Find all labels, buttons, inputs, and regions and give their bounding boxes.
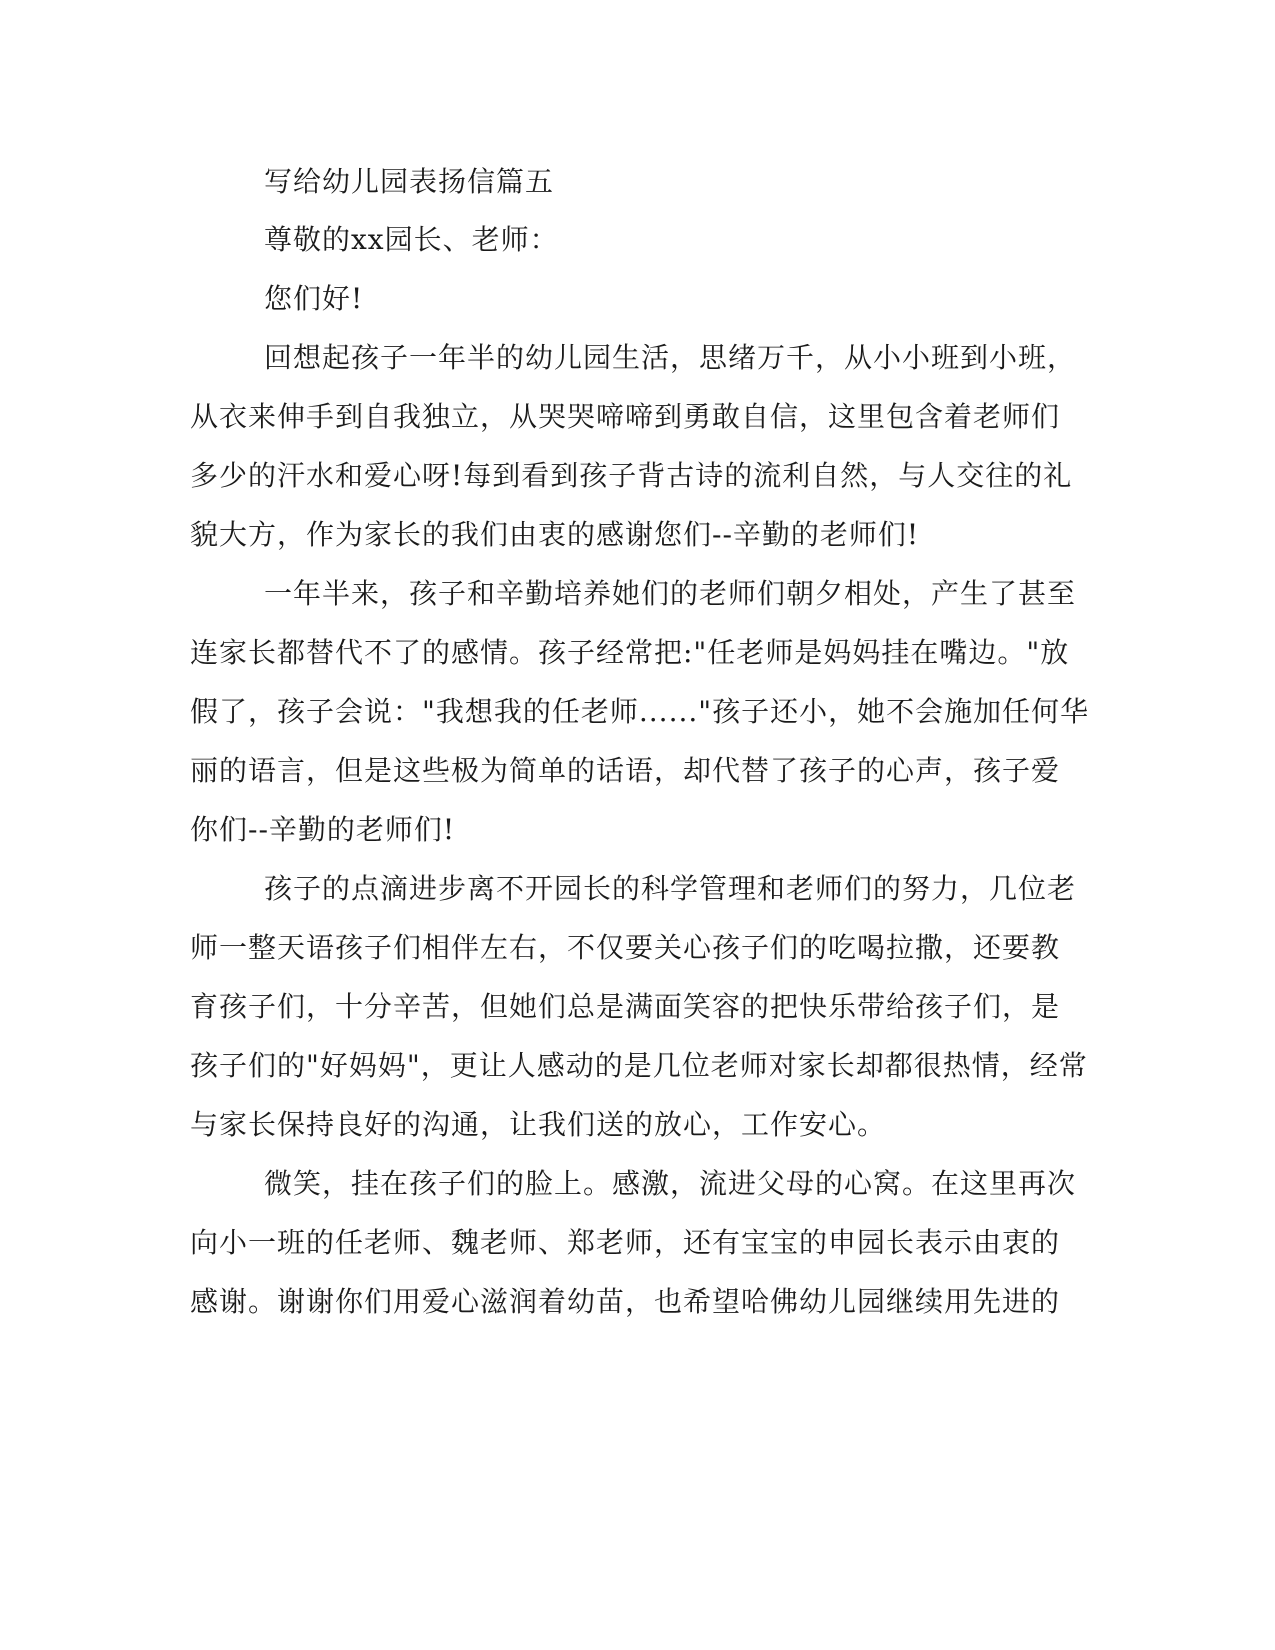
paragraph-4-line-1: 微笑，挂在孩子们的脸上。感激，流进父母的心窝。在这里再次 — [264, 1167, 1077, 1200]
paragraph-4-line-3: 感谢。谢谢你们用爱心滋润着幼苗，也希望哈佛幼儿园继续用先进的 — [190, 1285, 1061, 1318]
paragraph-2-line-1: 一年半来，孩子和辛勤培养她们的老师们朝夕相处，产生了甚至 — [264, 577, 1077, 610]
document-title: 写给幼儿园表扬信篇五 — [264, 165, 555, 198]
salutation: 尊敬的xx园长、老师： — [264, 223, 559, 256]
paragraph-3-line-4: 孩子们的"好妈妈"，更让人感动的是几位老师对家长却都很热情，经常 — [190, 1049, 1088, 1082]
greeting: 您们好! — [264, 282, 364, 315]
paragraph-1-line-2: 从衣来伸手到自我独立，从哭哭啼啼到勇敢自信，这里包含着老师们 — [190, 400, 1061, 433]
paragraph-4-line-2: 向小一班的任老师、魏老师、郑老师，还有宝宝的申园长表示由衷的 — [190, 1226, 1061, 1259]
paragraph-3-line-2: 师一整天语孩子们相伴左右，不仅要关心孩子们的吃喝拉撒，还要教 — [190, 931, 1061, 964]
paragraph-3-line-1: 孩子的点滴进步离不开园长的科学管理和老师们的努力，几位老 — [264, 872, 1077, 905]
paragraph-1-line-3: 多少的汗水和爱心呀!每到看到孩子背古诗的流利自然，与人交往的礼 — [190, 459, 1073, 492]
paragraph-1-line-1: 回想起孩子一年半的幼儿园生活，思绪万千，从小小班到小班， — [264, 341, 1077, 374]
paragraph-2-line-2: 连家长都替代不了的感情。孩子经常把:"任老师是妈妈挂在嘴边。"放 — [190, 636, 1070, 669]
paragraph-2-line-5: 你们--辛勤的老师们! — [190, 813, 456, 846]
paragraph-2-line-3: 假了，孩子会说："我想我的任老师......"孩子还小，她不会施加任何华 — [190, 695, 1090, 728]
paragraph-2-line-4: 丽的语言，但是这些极为简单的话语，却代替了孩子的心声，孩子爱 — [190, 754, 1061, 787]
paragraph-3-line-5: 与家长保持良好的沟通，让我们送的放心，工作安心。 — [190, 1108, 887, 1141]
paragraph-1-line-4: 貌大方，作为家长的我们由衷的感谢您们--辛勤的老师们! — [190, 518, 920, 551]
paragraph-3-line-3: 育孩子们，十分辛苦，但她们总是满面笑容的把快乐带给孩子们，是 — [190, 990, 1061, 1023]
